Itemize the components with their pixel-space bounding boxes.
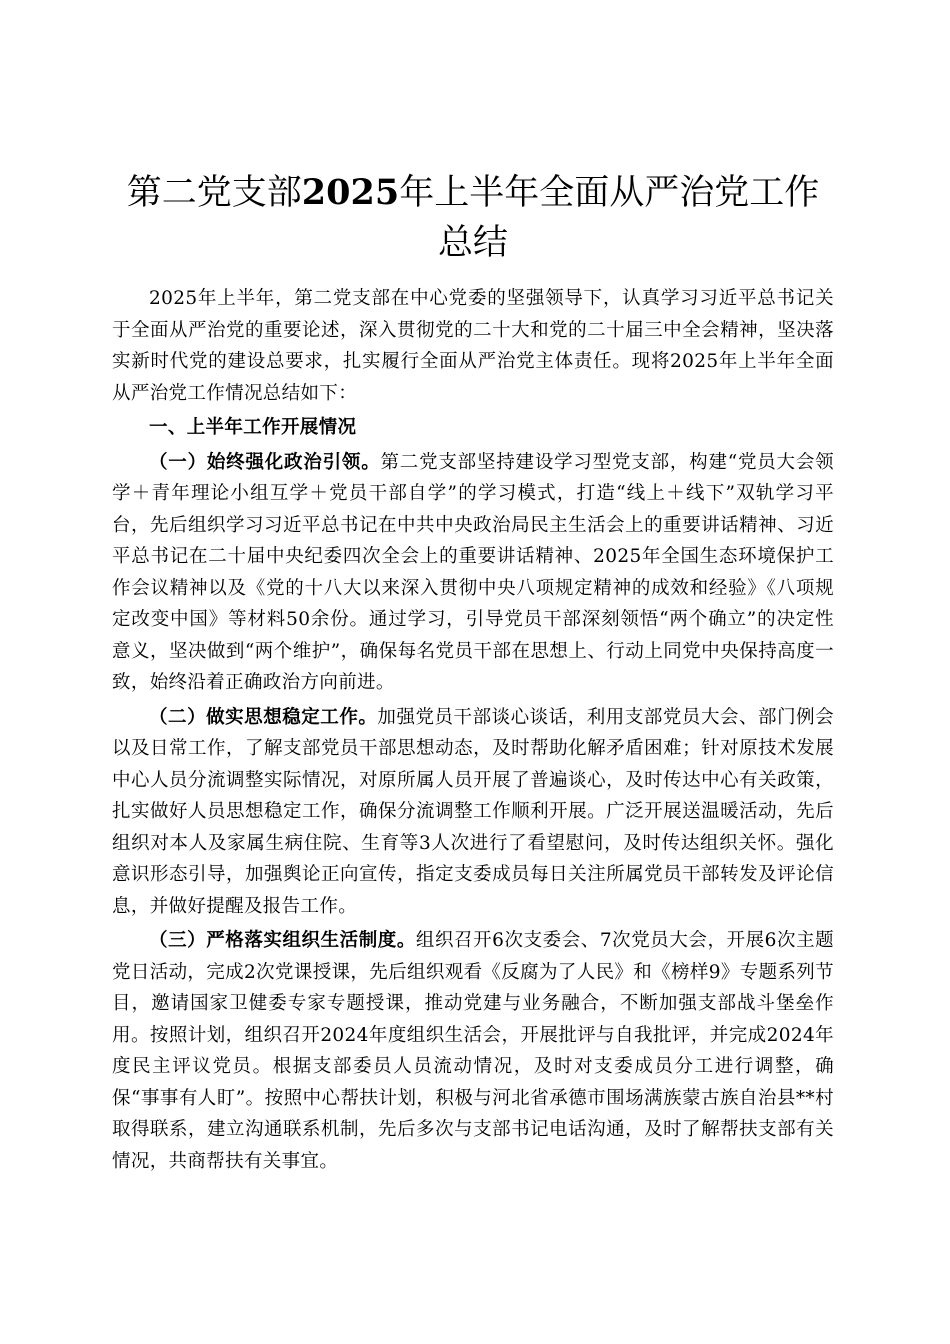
title-part2: 年上半年全面从严治党工作 — [399, 173, 820, 213]
item-title: （三）严格落实组织生活制度。 — [149, 930, 416, 951]
title-year: 2025 — [301, 172, 400, 213]
item-body: 第二党支部坚持建设学习型党支部，构建“党员大会领学＋青年理论小组互学＋党员干部自学”的学习模式，打造“线上＋线下”双轨学习平台，先后组织学习习近平总书记在中共中央政治局民主生活会上的重要讲话精神、习近平总书记在二十届中央纪委四次全会上的重要讲话精神、2025年全国生态环境保护工作会议精神以及《党的十八大以来深入贯彻中央八项规定精神的成效和经验》《八项规定改变中国》等材料50余份。通过学习，引导党员干部深刻领悟“两个确立”的决定性意义，坚决做到“两个维护”，确保每名党员干部在思想上、行动上同党中央保持高度一致，始终沿着正确政治方向前进。 — [112, 451, 834, 693]
item-title: （二）做实思想稳定工作。 — [149, 706, 378, 728]
item-body: 加强党员干部谈心谈话，利用支部党员大会、部门例会以及日常工作，了解支部党员干部思想动态，及时帮助化解矛盾困难；针对原技术发展中心人员分流调整实际情况，对原所属人员开展了普遍谈心，及时传达中心有关政策，扎实做好人员思想稳定工作，确保分流调整工作顺利开展。广泛开展送温暖活动，先后组织对本人及家属生病住院、生育等3人次进行了看望慰问，及时传达组织关怀。强化意识形态引导，加强舆论正向宣传，指定支委成员每日关注所属党员干部转发及评论信息，并做好提醒及报告工作。 — [112, 706, 835, 917]
item-paragraph — [112, 925, 834, 1177]
item-paragraph — [112, 447, 834, 699]
document-page — [112, 168, 834, 1177]
title-part1: 第二党支部 — [126, 173, 302, 213]
item-body: 组织召开6次支委会、7次党员大会，开展6次主题党日活动，完成2次党课授课，先后组织观看《反腐为了人民》和《榜样9》专题系列节目，邀请国家卫健委专家专题授课，推动党建与业务融合，不断加强支部战斗堡垒作用。按照计划，组织召开2024年度组织生活会，开展批评与自我批评，并完成2024年度民主评议党员。根据支部委员人员流动情况，及时对支委成员分工进行调整，确保“事事有人盯”。按照中心帮扶计划，积极与河北省承德市围场满族蒙古族自治县**村取得联系，建立沟通联系机制，先后多次与支部书记电话沟通，及时了解帮扶支部有关情况，共商帮扶有关事宜。 — [112, 930, 834, 1172]
intro-paragraph: 2025年上半年，第二党支部在中心党委的坚强领导下，认真学习习近平总书记关于全面从严治党的重要论述，深入贯彻党的二十大和党的二十届三中全会精神，坚决落实新时代党的建设总要求，扎实履行全面从严治党主体责任。现将2025年上半年全面从严治党工作情况总结如下： — [112, 288, 834, 404]
section1-heading: 一、上半年工作开展情况 — [149, 417, 357, 438]
item-title: （一）始终强化政治引领。 — [149, 451, 381, 473]
title-line2: 总结 — [437, 223, 508, 263]
document-title — [112, 168, 834, 268]
item-paragraph — [112, 702, 834, 923]
